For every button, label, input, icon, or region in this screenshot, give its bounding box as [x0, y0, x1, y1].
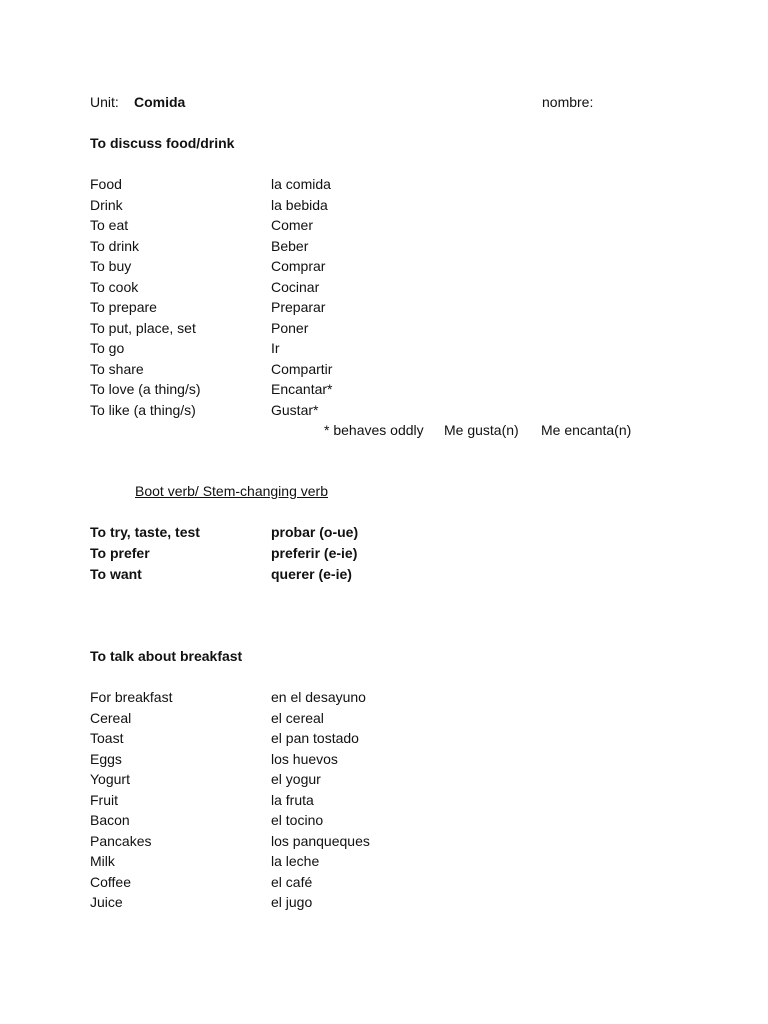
vocab-english: To share — [90, 360, 144, 377]
vocab-english: Food — [90, 176, 122, 192]
section-title-breakfast: To talk about breakfast — [90, 648, 243, 664]
verb-spanish: probar (o-ue) — [271, 524, 359, 540]
vocab-english: To drink — [90, 237, 140, 254]
vocab-spanish: el cereal — [271, 709, 324, 726]
vocab-spanish: Gustar* — [271, 401, 319, 418]
nombre-label: nombre: — [542, 94, 594, 110]
vocab-spanish: el café — [271, 873, 313, 890]
vocab-english: To eat — [90, 217, 129, 233]
vocab-english: Pancakes — [90, 832, 152, 849]
verb-english: To want — [90, 566, 142, 582]
vocab-spanish: Encantar* — [271, 381, 333, 397]
vocab-spanish: la fruta — [271, 791, 314, 808]
unit-value: Comida — [134, 94, 186, 110]
vocab-spanish: Poner — [271, 319, 309, 336]
vocab-spanish: Preparar — [271, 299, 326, 315]
vocab-spanish: la comida — [271, 176, 331, 192]
vocab-english: Milk — [90, 853, 115, 869]
vocab-spanish: el yogur — [271, 771, 321, 787]
vocab-spanish: Compartir — [271, 360, 333, 377]
vocab-english: To love (a thing/s) — [90, 381, 201, 397]
vocab-spanish: en el desayuno — [271, 689, 366, 705]
unit-label: Unit: — [90, 94, 119, 110]
vocab-spanish: Comprar — [271, 258, 326, 274]
vocab-english: To go — [90, 340, 125, 356]
vocab-english: Bacon — [90, 812, 130, 828]
verb-spanish: preferir (e-ie) — [271, 545, 358, 561]
vocab-spanish: la leche — [271, 853, 320, 869]
vocab-english: Cereal — [90, 709, 132, 726]
vocab-english: Eggs — [90, 750, 122, 767]
vocab-english: Drink — [90, 196, 123, 213]
vocab-english: To cook — [90, 278, 139, 295]
verb-english: To try, taste, test — [90, 524, 200, 540]
vocab-spanish: Ir — [271, 340, 280, 356]
section-title-boot-verbs: Boot verb/ Stem-changing verb — [135, 483, 328, 499]
vocab-spanish: los panqueques — [271, 832, 370, 849]
vocab-english: Fruit — [90, 791, 118, 808]
vocab-spanish: el tocino — [271, 812, 324, 828]
footnote-example: Me encanta(n) — [541, 422, 632, 438]
vocab-spanish: Comer — [271, 217, 314, 233]
footnote-example: Me gusta(n) — [444, 422, 519, 438]
verb-spanish: querer (e-ie) — [271, 566, 352, 582]
vocab-spanish: la bebida — [271, 196, 328, 213]
vocab-english: For breakfast — [90, 689, 173, 705]
vocab-english: To like (a thing/s) — [90, 401, 196, 418]
vocab-english: Toast — [90, 730, 124, 746]
footnote-text: * behaves oddly — [324, 422, 424, 438]
vocab-english: To buy — [90, 258, 132, 274]
vocab-english: To prepare — [90, 299, 157, 315]
vocab-english: To put, place, set — [90, 319, 196, 336]
vocab-spanish: Beber — [271, 237, 309, 254]
vocab-english: Yogurt — [90, 771, 130, 787]
verb-english: To prefer — [90, 545, 150, 561]
vocab-english: Coffee — [90, 873, 131, 890]
section-title-food-drink: To discuss food/drink — [90, 135, 235, 151]
vocab-english: Juice — [90, 894, 123, 910]
vocab-spanish: el pan tostado — [271, 730, 359, 746]
vocab-spanish: Cocinar — [271, 278, 320, 295]
vocab-spanish: los huevos — [271, 750, 338, 767]
vocab-spanish: el jugo — [271, 894, 313, 910]
